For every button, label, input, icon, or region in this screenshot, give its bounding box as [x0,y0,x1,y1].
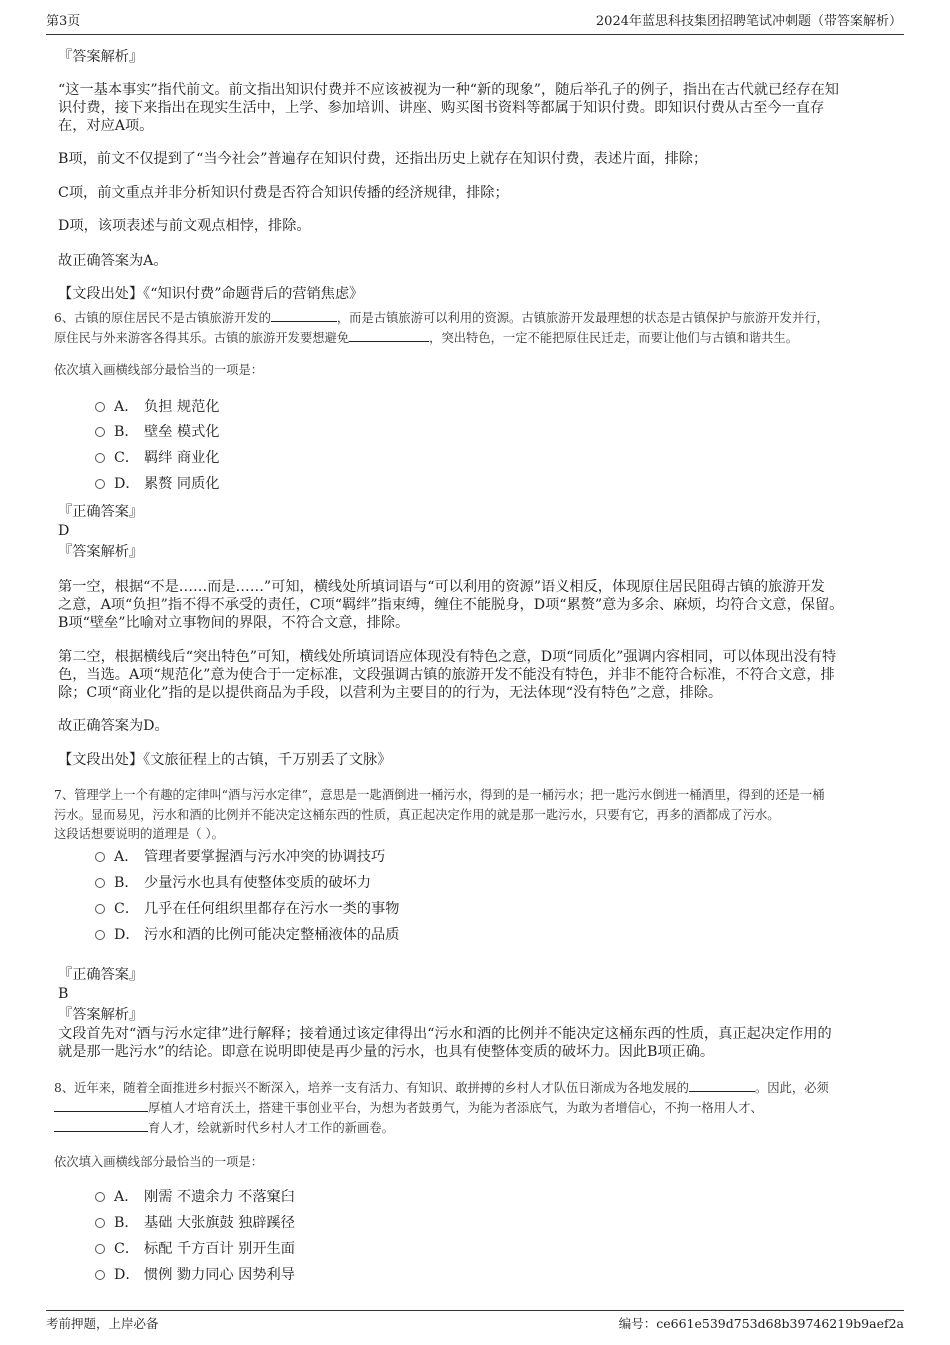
option-a[interactable] [95,397,219,417]
option-text: 负担 规范化 [144,399,220,415]
option-letter: B． [114,1215,139,1231]
option-letter: D． [114,927,140,943]
radio-icon[interactable] [95,427,105,437]
analysis-line: 除；C项“商业化”指的是以提供商品为手段，以营利为主要目的的行为，无法体现“没有特色”之意，排除。 [58,685,723,701]
analysis-line: 之意，A项“负担”指不得不承受的责任，C项“羁绊”指束缚，缠住不能脱身，D项“累赘”意为多余、麻烦，均符合文意，保留。 [58,597,844,613]
analysis-line: 文段首先对“酒与污水定律”进行解释；接着通过该定律得出“污水和酒的比例并不能决定这桶东西的性质，真正起决定作用的 [58,1026,832,1042]
option-text: 几乎在任何组织里都存在污水一类的事物 [144,901,400,917]
source-citation: 【文段出处】《“知识付费”命题背后的营销焦虑》 [58,286,364,302]
fill-blank [54,1119,148,1132]
fill-blank [54,1099,148,1112]
option-d[interactable] [95,1265,295,1285]
option-b[interactable] [95,873,371,893]
radio-icon[interactable] [95,1218,105,1228]
stem-text: 。因此，必须 [754,1081,829,1095]
analysis-line: D项，该项表述与前文观点相悖，排除。 [58,218,311,234]
question-6-stem [54,329,798,347]
option-letter: A． [114,399,139,415]
radio-icon[interactable] [95,1270,105,1280]
stem-text: 6、古镇的原住居民不是古镇旅游开发的 [54,311,271,325]
conclusion: 故正确答案为A。 [58,253,168,269]
radio-icon[interactable] [95,1192,105,1202]
page-header [46,12,904,35]
radio-icon[interactable] [95,479,105,489]
fill-blank [689,1079,755,1092]
fill-blank [271,309,337,322]
fill-blank [349,329,429,342]
answer-value: B [58,986,69,1002]
radio-icon[interactable] [95,904,105,914]
option-text: 污水和酒的比例可能决定整桶液体的品质 [144,927,400,943]
stem-text: 8、近年来，随着全面推进乡村振兴不断深入，培养一支有活力、有知识、敢拼搏的乡村人才队伍日渐成为各地发展的 [54,1081,689,1095]
radio-icon[interactable] [95,878,105,888]
question-8-stem [54,1079,829,1097]
radio-icon[interactable] [95,402,105,412]
analysis-line: 识付费，接下来指出在现实生活中，上学、参加培训、讲座、购买图书资料等都属于知识付费。即知识付费从古至今一直存 [58,100,825,116]
question-7-stem: 这段话想要说明的道理是（ ）。 [54,827,224,841]
option-a[interactable] [95,847,385,867]
stem-text: 厚植人才培育沃土，搭建干事创业平台，为想为者鼓勇气，为能为者添底气，为敢为者增信心，不拘一格用人才、 [148,1101,763,1115]
option-text: 累赘 同质化 [144,476,220,492]
page-footer [46,1310,904,1331]
option-letter: A． [114,849,139,865]
analysis-line: 就是那一匙污水”的结论。即意在说明即使是再少量的污水，也具有使整体变质的破坏力。因此B项正确。 [58,1044,715,1060]
option-d[interactable] [95,474,219,494]
option-letter: B． [114,875,139,891]
radio-icon[interactable] [95,1244,105,1254]
analysis-line: 色，当选。A项“规范化”意为使合于一定标准，文段强调古镇的旅游开发不能没有特色，并非不能符合标准，不符合文意，排 [58,667,835,683]
answer-value: D [58,523,70,539]
option-b[interactable] [95,1213,295,1233]
option-letter: C． [114,1241,140,1257]
question-8-stem [54,1099,763,1117]
option-text: 壁垒 模式化 [144,424,220,440]
radio-icon[interactable] [95,453,105,463]
question-prompt: 依次填入画横线部分最恰当的一项是： [54,363,264,377]
option-text: 刚需 不遗余力 不落窠臼 [144,1189,295,1205]
document-title: 2024年蓝思科技集团招聘笔试冲刺题（带答案解析） [595,14,902,29]
conclusion: 故正确答案为D。 [58,718,169,734]
option-a[interactable] [95,1187,295,1207]
analysis-line: 第一空，根据“不是……而是……”可知，横线处所填词语与“可以利用的资源”语义相反，体现原住居民阻碍古镇的旅游开发 [58,579,825,595]
analysis-line: “这一基本事实”指代前文。前文指出知识付费并不应该被视为一种“新的现象”，随后举孔子的例子，指出在古代就已经存在知 [58,82,839,98]
stem-text: ，而是古镇旅游可以利用的资源。古镇旅游开发最理想的状态是古镇保护与旅游开发并行， [336,311,829,325]
option-text: 羁绊 商业化 [144,450,220,466]
option-letter: A． [114,1189,139,1205]
analysis-label: 『答案解析』 [58,544,144,560]
option-text: 基础 大张旗鼓 独辟蹊径 [144,1215,295,1231]
option-d[interactable] [95,925,399,945]
radio-icon[interactable] [95,930,105,940]
analysis-line: B项，前文不仅提到了“当今社会”普遍存在知识付费，还指出历史上就存在知识付费，表述片面，排除； [58,151,708,167]
option-text: 管理者要掌握酒与污水冲突的协调技巧 [144,849,386,865]
footer-slogan: 考前押题，上岸必备 [46,1316,159,1331]
analysis-line: B项“壁垒”比喻对立事物间的界限，不符合文意，排除。 [58,615,410,631]
option-c[interactable] [95,448,219,468]
option-letter: D． [114,476,140,492]
stem-text: 育人才，绘就新时代乡村人才工作的新画卷。 [148,1121,394,1135]
analysis-label: 『答案解析』 [58,49,144,65]
option-letter: C． [114,450,140,466]
question-prompt: 依次填入画横线部分最恰当的一项是： [54,1155,264,1169]
radio-icon[interactable] [95,852,105,862]
stem-text: ，突出特色，一定不能把原住民迁走，而要让他们与古镇和谐共生。 [429,331,799,345]
option-letter: C． [114,901,140,917]
option-letter: D． [114,1267,140,1283]
question-7-stem: 污水。显而易见，污水和酒的比例并不能决定这桶东西的性质，真正起决定作用的就是那一匙污水，只要有它，再多的酒都成了污水。 [54,808,780,822]
option-c[interactable] [95,1239,295,1259]
page-number: 第3页 [46,14,81,29]
question-8-stem [54,1119,394,1137]
question-7-stem: 7、管理学上一个有趣的定律叫“酒与污水定律”，意思是一匙酒倒进一桶污水，得到的是一桶污水；把一匙污水倒进一桶酒里，得到的还是一桶 [54,788,825,802]
option-text: 标配 千方百计 别开生面 [144,1241,295,1257]
answer-label: 『正确答案』 [58,967,144,983]
option-text: 惯例 勠力同心 因势利导 [144,1267,295,1283]
option-b[interactable] [95,422,219,442]
option-text: 少量污水也具有使整体变质的破坏力 [144,875,372,891]
option-letter: B． [114,424,139,440]
source-citation: 【文段出处】《文旅征程上的古镇，千万别丢了文脉》 [58,752,392,768]
analysis-label: 『答案解析』 [58,1007,144,1023]
answer-label: 『正确答案』 [58,504,144,520]
analysis-line: C项，前文重点并非分析知识付费是否符合知识传播的经济规律，排除； [58,185,509,201]
option-c[interactable] [95,899,399,919]
document-id: 编号：ce661e539d753d68b39746219b9aef2a [618,1316,904,1331]
stem-text: 原住民与外来游客各得其乐。古镇的旅游开发要想避免 [54,331,350,345]
analysis-line: 在，对应A项。 [58,118,154,134]
question-6-stem [54,309,829,327]
analysis-line: 第二空，根据横线后“突出特色”可知，横线处所填词语应体现没有特色之意，D项“同质化”强调内容相同，可以体现出没有特 [58,649,837,665]
